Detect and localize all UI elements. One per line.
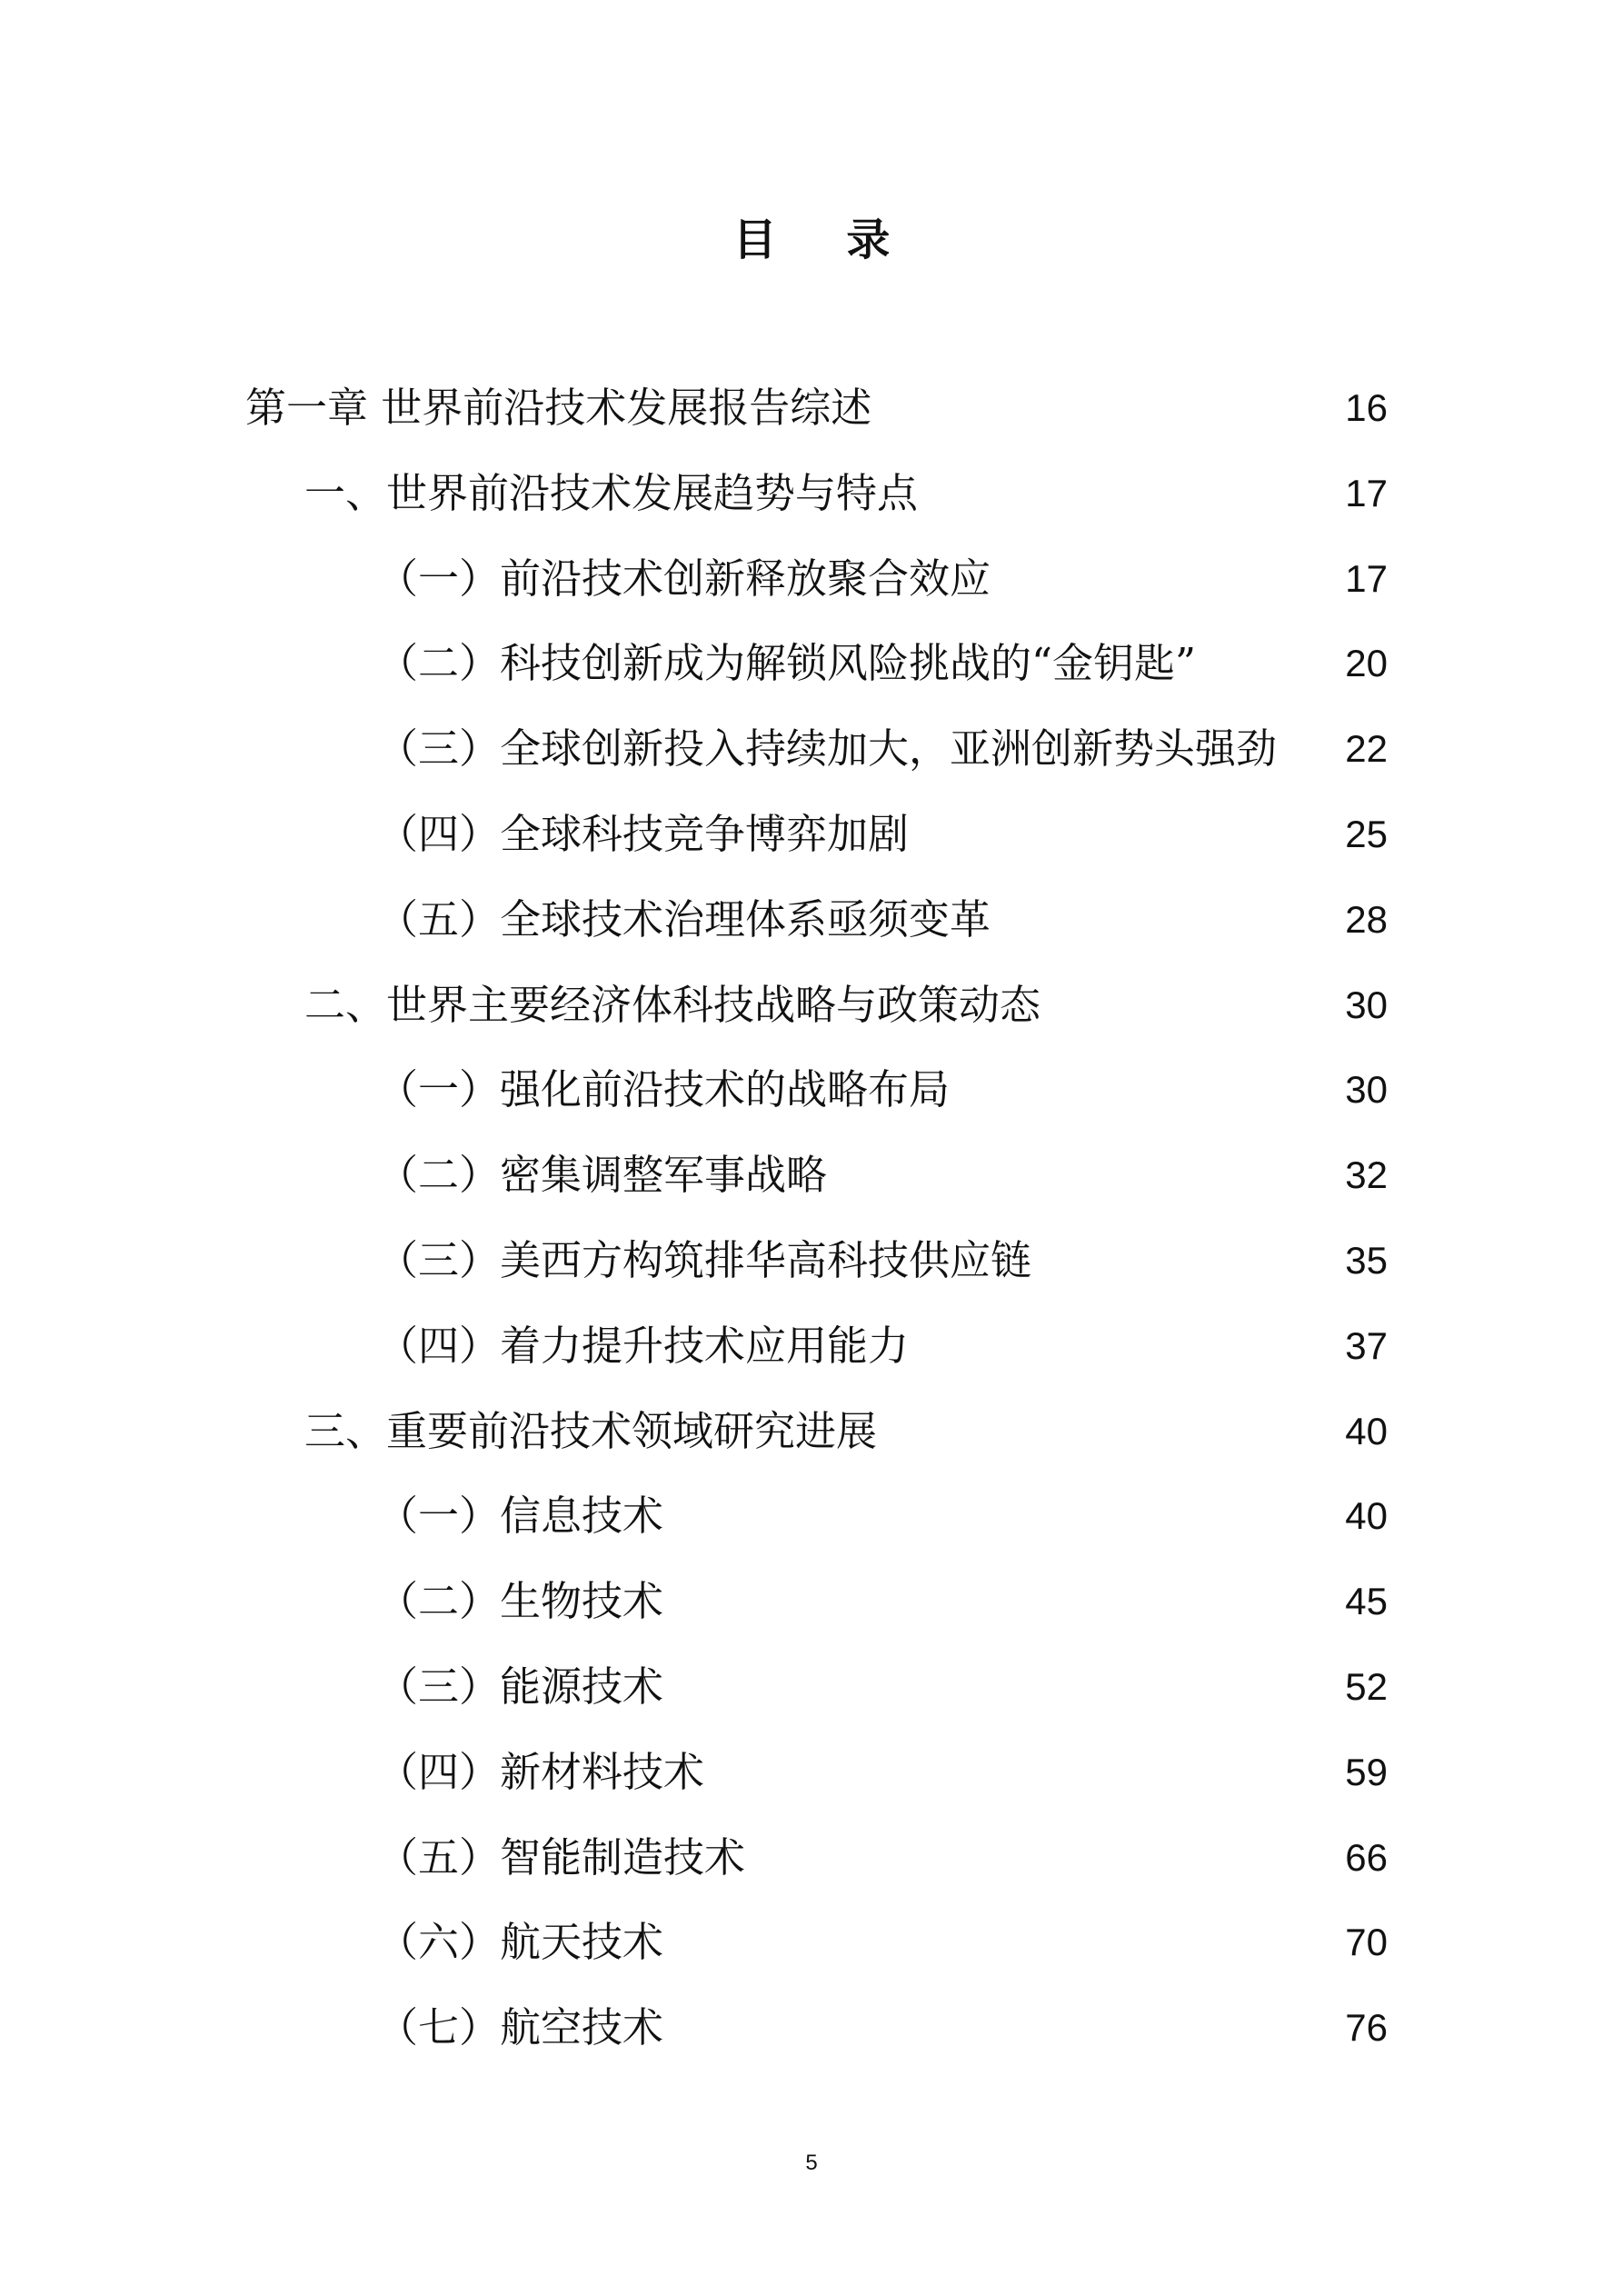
toc-entry-title: 三、重要前沿技术领域研究进展: [304, 1406, 878, 1455]
toc-entry-title: （三）能源技术: [377, 1662, 664, 1711]
toc-entry: [377, 1915, 1388, 1970]
toc-entry-title: （五）智能制造技术: [377, 1832, 746, 1882]
toc-entry-title: （二）密集调整军事战略: [377, 1151, 828, 1200]
toc-entry: [377, 636, 1388, 691]
toc-entry-page: 76: [1345, 2006, 1388, 2050]
toc-entry-title: （四）全球科技竞争博弈加剧: [377, 810, 910, 858]
toc-entry: [304, 978, 1388, 1033]
toc-entry: [245, 381, 1388, 435]
toc-entry: [377, 1574, 1388, 1629]
toc-entry-page: 30: [1345, 1068, 1388, 1112]
toc-entry-page: 40: [1345, 1409, 1388, 1452]
toc-entry: [377, 1319, 1388, 1373]
toc-entry-title: （六）航天技术: [377, 1918, 664, 1967]
toc-entry-page: 30: [1345, 983, 1388, 1026]
toc-entry: [377, 2001, 1388, 2055]
toc-entry: [377, 1745, 1388, 1800]
toc-entry: [377, 552, 1388, 606]
toc-entry: [377, 1148, 1388, 1203]
toc-entry-page: 40: [1345, 1494, 1388, 1538]
toc-entry-title: 二、世界主要经济体科技战略与政策动态: [304, 980, 1041, 1029]
toc-entry-page: 17: [1345, 556, 1388, 600]
toc-entry-page: 35: [1345, 1239, 1388, 1282]
toc-entry-title: （二）生物技术: [377, 1577, 664, 1626]
toc-entry-page: 52: [1345, 1665, 1388, 1708]
toc-entry-title: （一）强化前沿技术的战略布局: [377, 1065, 951, 1114]
toc-entry: [377, 1660, 1388, 1714]
toc-entry: [377, 1063, 1388, 1117]
toc-entry: [377, 893, 1388, 947]
toc-entry: [377, 807, 1388, 862]
toc-entry-page: 28: [1345, 897, 1388, 941]
toc-entry: [377, 1233, 1388, 1288]
toc-entry-title: （四）着力提升技术应用能力: [377, 1321, 910, 1370]
toc-entry-page: 37: [1345, 1323, 1388, 1367]
toc-entry-page: 16: [1345, 386, 1388, 429]
toc-entry: [377, 1489, 1388, 1543]
toc-entry-page: 66: [1345, 1835, 1388, 1879]
toc-entry: [304, 1404, 1388, 1459]
toc-entry-title: （五）全球技术治理体系亟须变革: [377, 894, 991, 943]
toc-entry-title: （四）新材料技术: [377, 1747, 705, 1796]
toc-entry-page: 70: [1345, 1921, 1388, 1964]
toc-entry-title: （三）美西方构筑排华高科技供应链: [377, 1236, 1032, 1284]
toc-entry-page: 17: [1345, 471, 1388, 514]
toc-entry-page: 59: [1345, 1750, 1388, 1793]
toc-entry-page: 25: [1345, 813, 1388, 855]
toc-entry-title: （三）全球创新投入持续加大，亚洲创新势头强劲: [377, 724, 1278, 774]
toc-entry-title: （一）前沿技术创新释放聚合效应: [377, 554, 991, 603]
toc-entry: [304, 466, 1388, 521]
toc-entry: [377, 722, 1388, 776]
toc-entry-page: 45: [1345, 1580, 1388, 1623]
toc-entry-title: （七）航空技术: [377, 2003, 664, 2052]
toc-entry: [377, 1831, 1388, 1885]
toc-entry-title: 一、世界前沿技术发展趋势与特点: [304, 468, 919, 517]
toc-entry-title: （二）科技创新成为解锁风险挑战的“金钥匙”: [377, 639, 1197, 688]
toc-entry-page: 20: [1345, 642, 1388, 685]
toc-entry-page: 32: [1345, 1153, 1388, 1197]
toc-entry-title: （一）信息技术: [377, 1492, 664, 1541]
page-title: 目 录: [732, 215, 918, 265]
page-number: 5: [805, 2151, 818, 2175]
toc-entry-title: 第一章 世界前沿技术发展报告综述: [245, 384, 872, 432]
toc-entry-page: 22: [1345, 727, 1388, 771]
